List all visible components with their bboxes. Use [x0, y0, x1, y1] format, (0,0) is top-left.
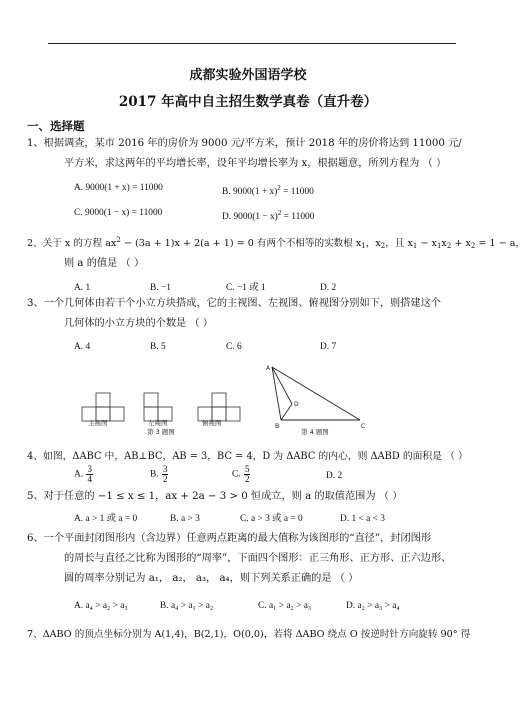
- q1-option-c: C. 9000(1 − x) = 11000: [74, 208, 163, 218]
- q1-option-d-exponent: 2: [277, 209, 282, 217]
- q3-line1: 3、一个几何体由若干个小立方块搭成，它的主视图、左视图、俯视图分别如下，则搭建这个: [27, 298, 441, 309]
- q6-option-d: D. a₂ > a₃ > a₄: [346, 601, 400, 611]
- q2-option-a: A. 1: [74, 283, 91, 293]
- q3-main-view-label: 主视图: [88, 419, 108, 427]
- q1-option-d-rhs: = 11000: [281, 212, 315, 222]
- denominator: 4: [87, 474, 92, 484]
- q4-option-b-fraction: [162, 465, 169, 484]
- q2-sub-1b: 1: [412, 242, 418, 250]
- q6-line2: 的周长与直径之比称为图形的“周率”，下面四个图形：正三角形、正方形、正六边形、: [64, 553, 452, 564]
- q4-line1: 4、如图，ΔABC 中，AB⊥BC，AB = 3，BC = 4，D 为 ΔABC 的内心，则 ΔABD 的面积是 （ ）: [27, 451, 468, 462]
- q2-sub-2a: 2: [380, 242, 386, 250]
- q1-option-b-exponent: 2: [277, 184, 281, 192]
- q3-main-view: [82, 393, 124, 421]
- q2-option-c: C. −1 或 1: [226, 283, 266, 293]
- q2-text-a: 2、关于 x 的方程 ax: [27, 238, 117, 249]
- q4-label-a: A: [266, 365, 271, 372]
- q4-option-d: D. 2: [326, 471, 343, 481]
- q2-option-d: D. 2: [320, 283, 337, 293]
- q2-text-f: x: [441, 238, 447, 249]
- q5-line1: 5、对于任意的 −1 ≤ x ≤ 1，ax + 2a − 3 > 0 恒成立，则 a 的取值范围为 （ ）: [27, 491, 403, 502]
- q2-text-b: − (3a + 1)x + 2(a + 1) = 0 有两个不相等的实数根 x: [120, 238, 362, 249]
- denominator: 2: [244, 474, 250, 484]
- q3-left-view: [144, 393, 172, 421]
- denominator: 2: [162, 474, 168, 484]
- q4-option-c: [232, 465, 251, 484]
- q2-sub-1a: 1: [361, 242, 366, 250]
- q5-option-c: C. a > 3 或 a = 0: [240, 514, 303, 524]
- q2-option-b: B. −1: [150, 283, 171, 293]
- q3-left-view-label: 左视图: [148, 419, 168, 427]
- side-ac: [272, 367, 360, 420]
- q1-option-a: A. 9000(1 + x) = 11000: [74, 183, 163, 193]
- q3-line2: 几何体的小立方块的个数是 （ ）: [64, 318, 214, 329]
- q1-line1: 1、根据调查，某市 2016 年的房价为 9000 元/平方米，预计 2018 年的房价将达到 11000 元/: [27, 138, 462, 149]
- q4-option-a: [74, 465, 94, 484]
- q4-option-a-letter: A.: [74, 469, 84, 480]
- numerator: 3: [162, 464, 168, 474]
- q2-text-g: + x: [451, 238, 471, 249]
- q1-option-d: [222, 207, 314, 223]
- header-rule: [48, 43, 456, 44]
- exam-title: 2017 年高中自主招生数学真卷（直升卷）: [118, 94, 378, 110]
- q2-sub-2c: 2: [470, 242, 476, 250]
- q4-option-a-fraction: [86, 465, 93, 484]
- q6-option-c: C. a₁ > a₂ > a₃: [258, 601, 312, 611]
- q2-text-e: − x: [417, 238, 437, 249]
- q1-option-b-base: B. 9000(1 + x): [222, 187, 278, 197]
- q1-option-b: [222, 182, 314, 198]
- q4-triangle-figure: [262, 362, 372, 434]
- q6-line3: 圆的周率分别记为 a₁， a₂， a₃， a₄，则下列关系正确的是 （ ）: [64, 573, 359, 584]
- q2-sub-2b: 2: [446, 242, 452, 250]
- q6-line1: 6、一个平面封闭图形内（含边界）任意两点距离的最大值称为该图形的“直径”，封闭图形: [27, 533, 432, 544]
- q5-option-b: B. a > 3: [170, 514, 200, 524]
- segment-bd: [281, 404, 292, 420]
- q4-label-c: C: [361, 423, 366, 430]
- q3-option-a: A. 4: [74, 342, 91, 352]
- q1-option-d-base: D. 9000(1 − x): [222, 212, 278, 222]
- q6-option-b: B. a₄ > a₁ > a₂: [160, 601, 214, 611]
- section-title: 一、选择题: [27, 119, 85, 133]
- q2-text-d: ，且 x: [385, 238, 413, 249]
- q4-label-d: D: [294, 401, 299, 408]
- q4-label-b: B: [275, 423, 280, 430]
- q3-option-d: D. 7: [320, 342, 337, 352]
- q2-text-c: ，x: [365, 238, 381, 249]
- q3-top-view: [198, 393, 240, 421]
- q4-option-b: [150, 465, 169, 484]
- q5-option-d: D. 1 < a < 3: [340, 514, 385, 524]
- q1-line2: 平方米，求这两年的平均增长率，设年平均增长率为 x，根据题意，所列方程为 （ ）: [64, 158, 447, 169]
- q2-sub-1c: 1: [436, 242, 442, 250]
- q3-top-view-label: 俯视图: [202, 419, 222, 427]
- q6-option-a: A. a₄ > a₂ > a₃: [74, 601, 128, 611]
- q2-sup: 2: [116, 236, 121, 244]
- q2-text-h: = 1 − a，: [475, 238, 525, 249]
- q4-option-c-fraction: [244, 465, 251, 484]
- numerator: 5: [244, 464, 250, 474]
- numerator: 3: [87, 464, 92, 474]
- school-name: 成都实验外国语学校: [189, 68, 307, 83]
- q4-figure-caption: 第 4 题图: [301, 428, 329, 436]
- q4-option-c-letter: C.: [232, 469, 241, 480]
- q3-option-c: C. 6: [226, 342, 242, 352]
- q3-figure-caption: 第 3 题图: [147, 428, 175, 436]
- q4-option-b-letter: B.: [150, 469, 159, 480]
- q1-option-b-rhs: = 11000: [280, 187, 314, 197]
- q2-line1: [27, 233, 525, 253]
- q2-line2: 则 a 的值是 （ ）: [64, 258, 145, 269]
- q3-option-b: B. 5: [150, 342, 166, 352]
- q7-line1: 7、ΔABO 的顶点坐标分别为 A(1,4)，B(2,1)，O(0,0)，若将 ΔABO 绕点 O 按逆时针方向旋转 90° 得: [27, 629, 471, 640]
- q5-option-a: A. a > 1 或 a = 0: [74, 514, 138, 524]
